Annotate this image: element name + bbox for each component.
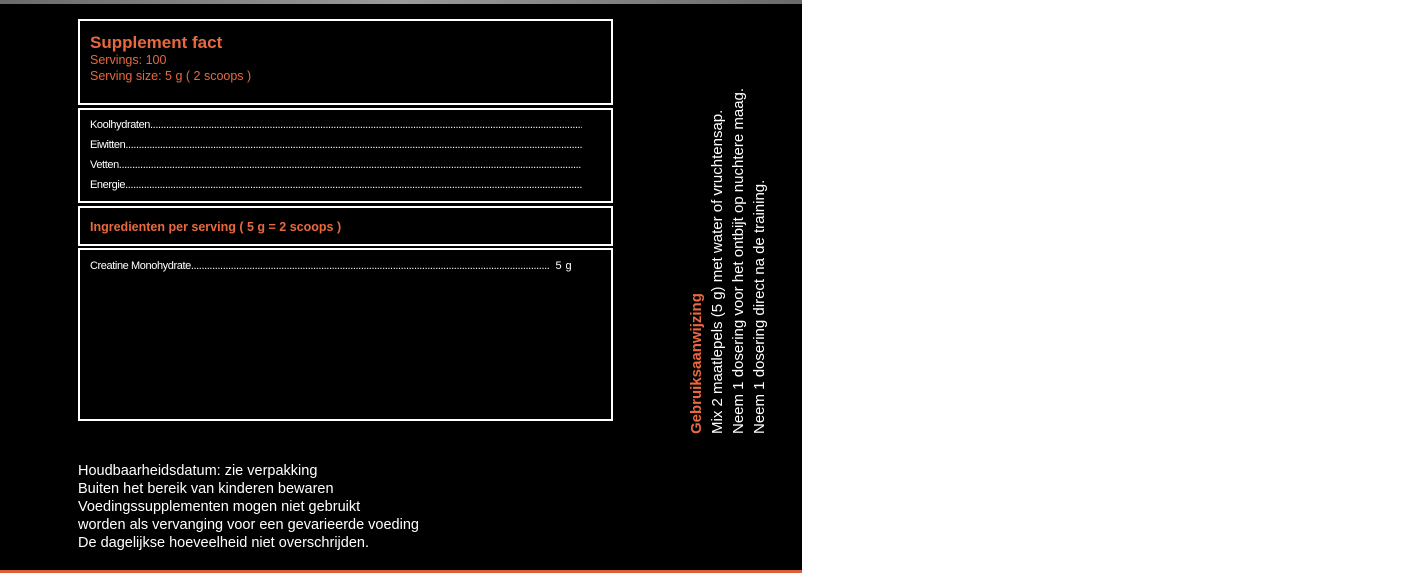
nutrition-row	[90, 159, 582, 179]
top-edge-strip	[0, 0, 802, 4]
dot-leader	[119, 159, 582, 171]
supplement-fact-title: Supplement fact	[90, 33, 223, 52]
usage-instructions	[686, 88, 770, 434]
warning-line: Buiten het bereik van kinderen bewaren	[78, 481, 334, 497]
nutrition-row	[90, 139, 582, 159]
warning-line: Voedingssupplementen mogen niet gebruikt	[78, 499, 361, 515]
dot-leader	[125, 139, 582, 151]
dot-leader	[150, 119, 582, 131]
ingredients-box	[78, 248, 613, 421]
usage-line: Neem 1 dosering voor het ontbijt op nuchtere maag.	[730, 87, 747, 434]
dot-leader	[191, 260, 550, 272]
ingredients-list	[90, 260, 572, 280]
nutrition-label: Koolhydraten	[90, 119, 151, 131]
nutrition-label: Energie	[90, 179, 126, 191]
usage-line: Neem 1 dosering direct na de training.	[751, 179, 768, 434]
ingredient-row	[90, 260, 572, 280]
warning-line: worden als vervanging voor een gevarieerde voeding	[78, 517, 419, 533]
nutrition-row	[90, 179, 582, 199]
nutrition-label: Vetten	[90, 159, 119, 171]
nutrition-box	[78, 108, 613, 203]
warning-line: Houdbaarheidsdatum: zie verpakking	[78, 463, 318, 479]
supplement-fact-header-box	[78, 19, 613, 105]
warnings-list	[78, 462, 419, 552]
ingredient-label: Creatine Monohydrate	[90, 260, 191, 272]
serving-size-text: Serving size: 5 g ( 2 scoops )	[90, 69, 252, 83]
nutrition-label: Eiwitten	[90, 139, 126, 151]
servings-text: Servings: 100	[90, 53, 167, 67]
ingredients-title: Ingredienten per serving ( 5 g = 2 scoops )	[90, 220, 342, 234]
usage-title: Gebruiksaanwijzing	[688, 293, 705, 434]
ingredients-title-box	[78, 206, 613, 246]
warning-line: De dagelijkse hoeveelheid niet overschrijden.	[78, 535, 369, 551]
nutrition-list	[90, 119, 582, 199]
nutrition-row	[90, 119, 582, 139]
usage-line: Mix 2 maatlepels (5 g) met water of vruchtensap.	[709, 109, 726, 434]
dot-leader	[125, 179, 582, 191]
ingredient-amount: 5 g	[555, 260, 572, 272]
